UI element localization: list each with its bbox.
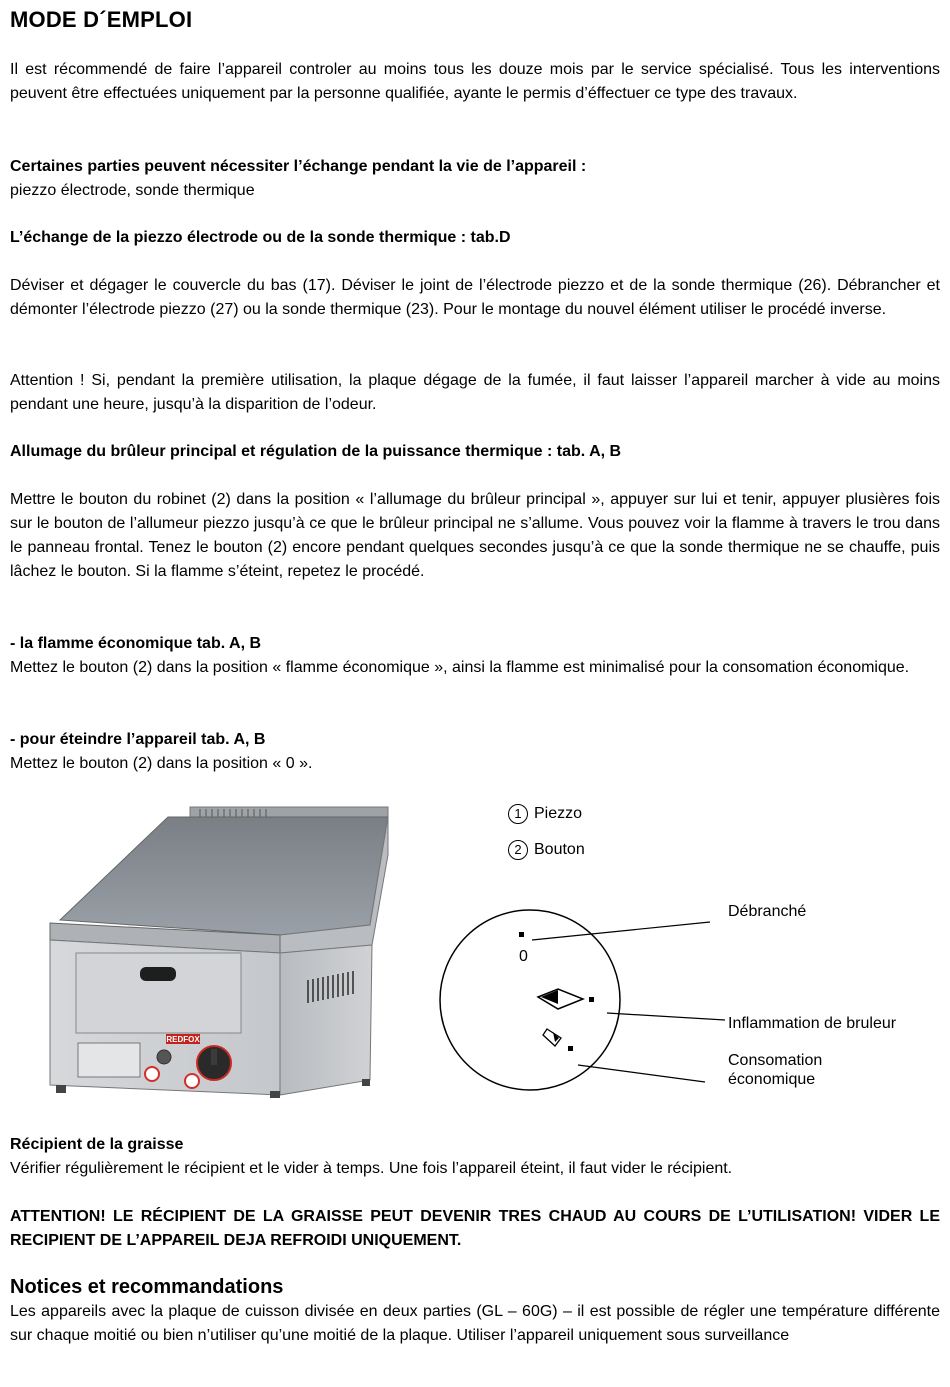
exchange-text: Déviser et dégager le couvercle du bas (17). Déviser le joint de l’électrode piezzo et de la sonde thermique (26). Débrancher et démonter l’électrode piezzo (27) ou la sonde thermique (23). Pour le montage du nouvel élément utiliser le procédé inverse. — [10, 277, 940, 318]
exchange-paragraph — [10, 274, 940, 322]
ignition-text: Mettre le bouton du robinet (2) dans la position « l’allumage du brûleur principal », appuyer sur lui et tenir, appuyer plusières fois sur le bouton de l’allumeur piezzo jusqu’à ce que le brûleur principal ne s’allume. Vous pouvez voir la flamme à travers le trou dans le panneau frontal. Tenez le bouton (2) encore pendant quelques secondes jusqu’à ce que la sonde thermique ne se chauffe, puis lâchez le bouton. Si la flamme s’éteint, repetez le procédé. — [10, 491, 940, 580]
marker-2-bouton — [185, 1074, 199, 1088]
eco-callout-line — [578, 1065, 705, 1082]
ignition-callout-line — [607, 1013, 725, 1020]
callout-ignition: Inflammation de bruleur — [728, 1015, 897, 1032]
eco-position-mark — [568, 1046, 573, 1051]
notices-text: Les appareils avec la plaque de cuisson divisée en deux parties (GL – 60G) – il est possible de régler une température différente sur chaque moitié ou bien n’utiliser qu’une moitié de la plaque. Utiliser l’appareil uniquement sous surveillance — [10, 1303, 940, 1344]
callout-eco-line2: économique — [728, 1071, 816, 1088]
legend-item-2 — [508, 840, 585, 860]
eco-section — [10, 632, 940, 680]
griddle-illustration — [30, 795, 410, 1105]
smoke-warning-paragraph — [10, 369, 940, 417]
legend-item-1 — [508, 804, 582, 824]
grease-section — [10, 1133, 940, 1181]
exchange-section — [10, 226, 940, 250]
off-position-mark — [519, 932, 524, 937]
exchange-heading: L’échange de la piezzo électrode ou de la sonde thermique : tab.D — [10, 229, 511, 246]
figure-griddle-and-knob — [10, 790, 950, 1110]
parts-section — [10, 155, 940, 203]
off-section — [10, 728, 940, 776]
smoke-warning-text: Attention ! Si, pendant la première utilisation, la plaque dégage de la fumée, il faut laisser l’appareil marcher à vide au moins pendant une heure, jusqu’à la disparition de l’odeur. — [10, 372, 940, 413]
legend-label-1: Piezzo — [534, 805, 583, 823]
off-heading: - pour éteindre l’appareil tab. A, B — [10, 731, 266, 748]
notices-paragraph — [10, 1300, 940, 1348]
callout-off: Débranché — [728, 903, 807, 920]
marker-1-piezzo — [145, 1067, 159, 1081]
intro-text: Il est récommendé de faire l’appareil controler au moins tous les douze mois par le service spécialisé. Tous les interventions peuvent être effectuées uniquement par la personne qualifiée, ayante le permis d’éffectuer ce type des travaux. — [10, 61, 940, 102]
page-title: MODE D´EMPLOI — [10, 7, 193, 32]
off-text: Mettez le bouton (2) dans la position « 0 ». — [10, 755, 313, 772]
legend-number-1: 1 — [508, 804, 528, 824]
ignition-heading: Allumage du brûleur principal et régulation de la puissance thermique : tab. A, B — [10, 443, 622, 460]
knob-dial-diagram — [435, 900, 735, 1100]
legend-number-2: 2 — [508, 840, 528, 860]
grease-heading: Récipient de la graisse — [10, 1136, 184, 1153]
eco-heading: - la flamme économique tab. A, B — [10, 635, 262, 652]
piezzo-button — [157, 1050, 171, 1064]
legend-label-2: Bouton — [534, 841, 585, 859]
grease-warning — [10, 1205, 940, 1253]
grease-drawer — [78, 1043, 140, 1077]
ignition-section — [10, 440, 940, 464]
parts-heading: Certaines parties peuvent nécessiter l’échange pendant la vie de l’appareil : — [10, 158, 587, 175]
off-position-label: 0 — [519, 948, 528, 965]
intro-paragraph — [10, 58, 940, 106]
ignition-paragraph — [10, 488, 940, 584]
ignition-position-mark — [589, 997, 594, 1002]
grease-text: Vérifier régulièrement le récipient et le vider à temps. Une fois l’appareil éteint, il faut vider le récipient. — [10, 1160, 733, 1177]
notices-heading: Notices et recommandations — [10, 1276, 284, 1298]
grease-warning-text: ATTENTION! LE RÉCIPIENT DE LA GRAISSE PEUT DEVENIR TRES CHAUD AU COURS DE L’UTILISATION! VIDER LE RECIPIENT DE L’APPAREIL DEJA REFROIDI UNIQUEMENT. — [10, 1208, 940, 1249]
ignition-symbol — [538, 989, 583, 1009]
callout-eco-line1: Consomation — [728, 1052, 823, 1069]
off-callout-line — [532, 922, 710, 940]
eco-text: Mettez le bouton (2) dans la position « flamme économique », ainsi la flamme est minimalisé pour la consomation économique. — [10, 659, 910, 676]
brand-logo-text: REDFOX — [166, 1035, 200, 1044]
parts-list: piezzo électrode, sonde thermique — [10, 182, 255, 199]
